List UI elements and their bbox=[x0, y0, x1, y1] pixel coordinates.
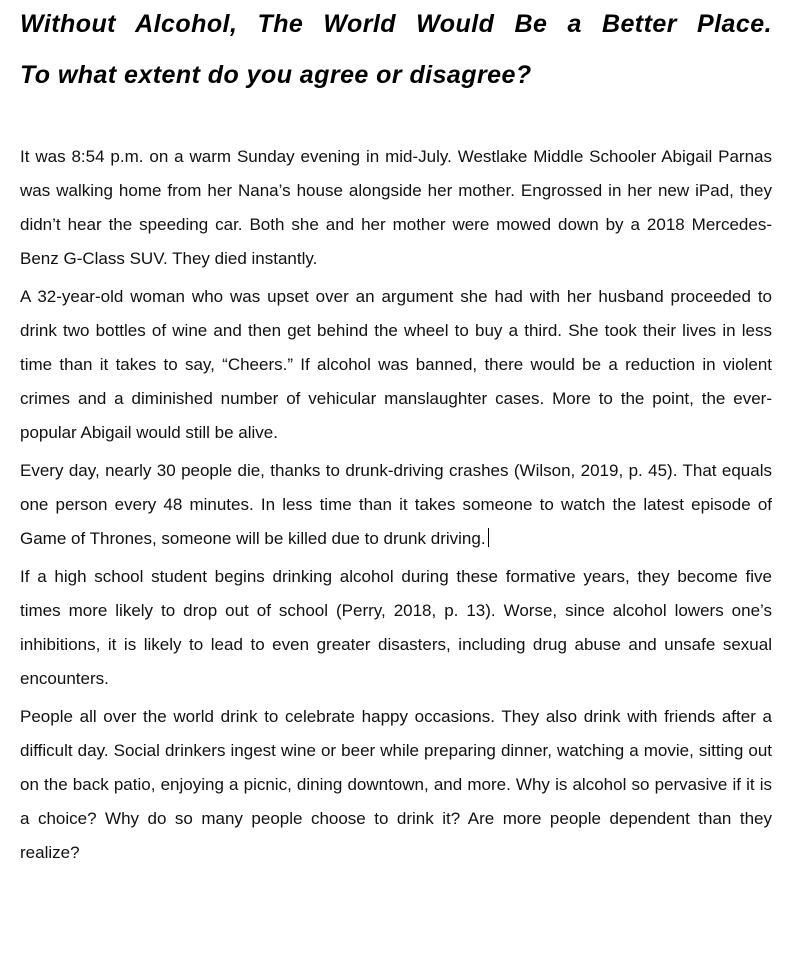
essay-title-line-1: Without Alcohol, The World Would Be a Better Place. bbox=[20, 10, 772, 38]
essay-paragraph: If a high school student begins drinking alcohol during these formative years, they become five times more likely to drop out of school (Perry, 2018, p. 13). Worse, since alcohol lowers one’s inhibitions, it is likely to lead to even greater disasters, including drug abuse and unsafe sexual encounters. bbox=[20, 567, 772, 688]
essay-paragraph: It was 8:54 p.m. on a warm Sunday evening in mid-July. Westlake Middle Schooler Abigail Parnas was walking home from her Nana’s house alongside her mother. Engrossed in her new iPad, they didn’t hear the speeding car. Both she and her mother were mowed down by a 2018 Mercedes-Benz G-Class SUV. They died instantly. bbox=[20, 147, 772, 268]
essay-body[interactable] bbox=[20, 140, 772, 870]
document-page bbox=[20, 0, 772, 874]
essay-paragraph: A 32-year-old woman who was upset over an argument she had with her husband proceeded to drink two bottles of wine and then get behind the wheel to buy a third. She took their lives in less time than it takes to say, “Cheers.” If alcohol was banned, there would be a reduction in violent crimes and a diminished number of vehicular manslaughter cases. More to the point, the ever-popular Abigail would still be alive. bbox=[20, 287, 772, 442]
essay-paragraph-text: Every day, nearly 30 people die, thanks to drunk-driving crashes (Wilson, 2019, p. 45). That equals one person every 48 minutes. In less time than it takes someone to watch the latest episode of Game of Thrones, someone will be killed due to drunk driving. bbox=[20, 461, 772, 548]
essay-paragraph: People all over the world drink to celebrate happy occasions. They also drink with friends after a difficult day. Social drinkers ingest wine or beer while preparing dinner, watching a movie, sitting out on the back patio, enjoying a picnic, dining downtown, and more. Why is alcohol so pervasive if it is a choice? Why do so many people choose to drink it? Are more people dependent than they realize? bbox=[20, 707, 772, 862]
essay-title-line-2: To what extent do you agree or disagree? bbox=[20, 61, 532, 89]
text-cursor bbox=[488, 528, 490, 547]
essay-paragraph-with-cursor bbox=[20, 454, 772, 556]
